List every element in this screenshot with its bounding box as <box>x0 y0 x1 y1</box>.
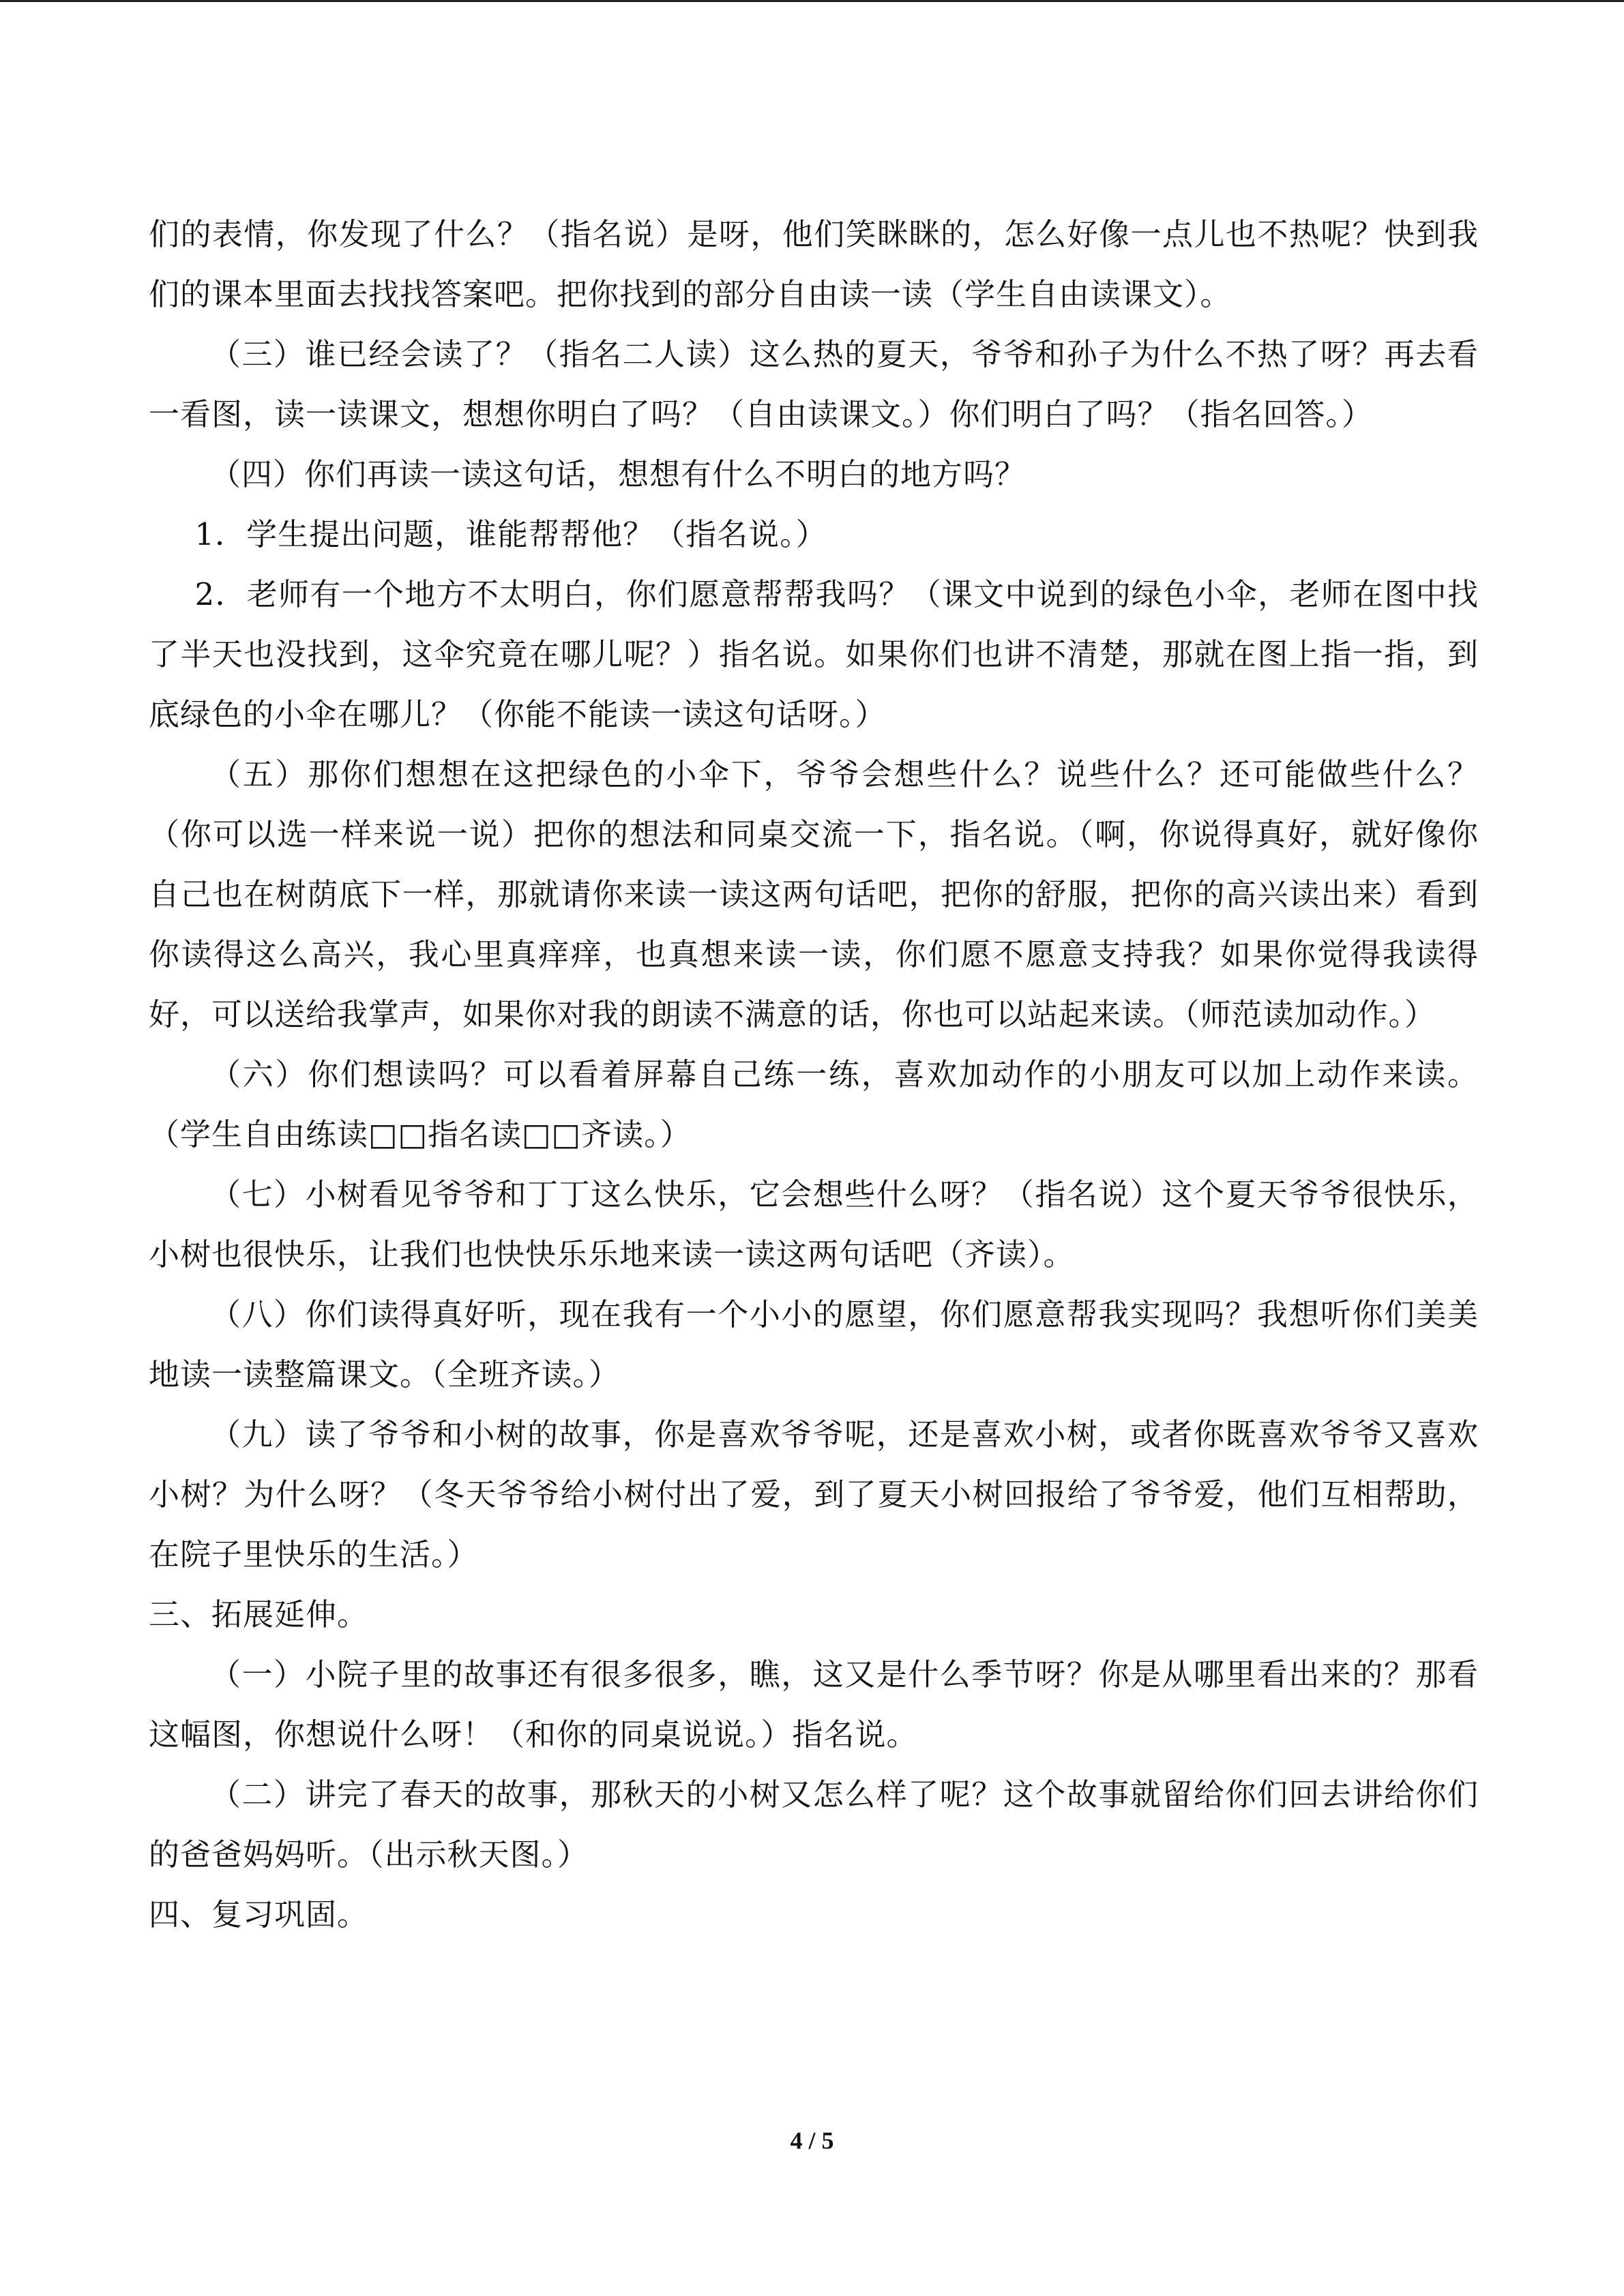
section-heading-review: 四、复习巩固。 <box>149 1896 369 1933</box>
paragraph-step-5: （五）那你们想想在这把绿色的小伞下，爷爷会想些什么？说些什么？还可能做些什么？（你可以选一样来说一说）把你的想法和同桌交流一下，指名说。（啊，你说得真好，就好像你自己也在树荫底下一样，那就请你来读一读这两句话吧，把你的舒服，把你的高兴读出来）看到你读得这么高兴，我心里真痒痒，也真想来读一读，你们愿不愿意支持我？如果你觉得我读得好，可以送给我掌声，如果你对我的朗读不满意的话，你也可以站起来读。（师范读加动作。） <box>149 756 1479 1032</box>
paragraph-continued: 们的表情，你发现了什么？（指名说）是呀，他们笑眯眯的，怎么好像一点儿也不热呢？快到我们的课本里面去找找答案吧。把你找到的部分自由读一读（学生自由读课文）。 <box>149 216 1479 312</box>
paragraph-extension-2: （二）讲完了春天的故事，那秋天的小树又怎么样了呢？这个故事就留给你们回去讲给你们的爸爸妈妈听。（出示秋天图。） <box>149 1776 1479 1873</box>
paragraph-step-9: （九）读了爷爷和小树的故事，你是喜欢爷爷呢，还是喜欢小树，或者你既喜欢爷爷又喜欢小树？为什么呀？（冬天爷爷给小树付出了爱，到了夏天小树回报给了爷爷爱，他们互相帮助，在院子里快乐的生活。） <box>149 1416 1479 1572</box>
paragraph-step-6: （六）你们想读吗？可以看着屏幕自己练一练，喜欢加动作的小朋友可以加上动作来读。（学生自由练读□□指名读□□齐读。） <box>149 1056 1479 1152</box>
top-border-line <box>0 0 1624 2</box>
section-heading-extension: 三、拓展延伸。 <box>149 1596 369 1632</box>
paragraph-step-4: （四）你们再读一读这句话，想想有什么不明白的地方吗？ <box>210 456 1027 492</box>
paragraph-step-7: （七）小树看见爷爷和丁丁这么快乐，它会想些什么呀？（指名说）这个夏天爷爷很快乐，小树也很快乐，让我们也快快乐乐地来读一读这两句话吧（齐读）。 <box>149 1176 1479 1272</box>
paragraph-step-4-item-1: 1．学生提出问题，谁能帮帮他？（指名说。） <box>194 516 827 552</box>
page-number: 4 / 5 <box>790 2127 834 2154</box>
document-body <box>149 205 1479 1945</box>
paragraph-step-3: （三）谁已经会读了？（指名二人读）这么热的夏天，爷爷和孙子为什么不热了呀？再去看一看图，读一读课文，想想你明白了吗？（自由读课文。）你们明白了吗？（指名回答。） <box>149 336 1479 432</box>
paragraph-step-8: （八）你们读得真好听，现在我有一个小小的愿望，你们愿意帮我实现吗？我想听你们美美地读一读整篇课文。（全班齐读。） <box>149 1296 1479 1392</box>
paragraph-extension-1: （一）小院子里的故事还有很多很多，瞧，这又是什么季节呀？你是从哪里看出来的？那看这幅图，你想说什么呀！（和你的同桌说说。）指名说。 <box>149 1656 1479 1753</box>
paragraph-step-4-item-2: 2．老师有一个地方不太明白，你们愿意帮帮我吗？（课文中说到的绿色小伞，老师在图中找了半天也没找到，这伞究竟在哪儿呢？）指名说。如果你们也讲不清楚，那就在图上指一指，到底绿色的小伞在哪儿？（你能不能读一读这句话呀。） <box>149 576 1479 732</box>
